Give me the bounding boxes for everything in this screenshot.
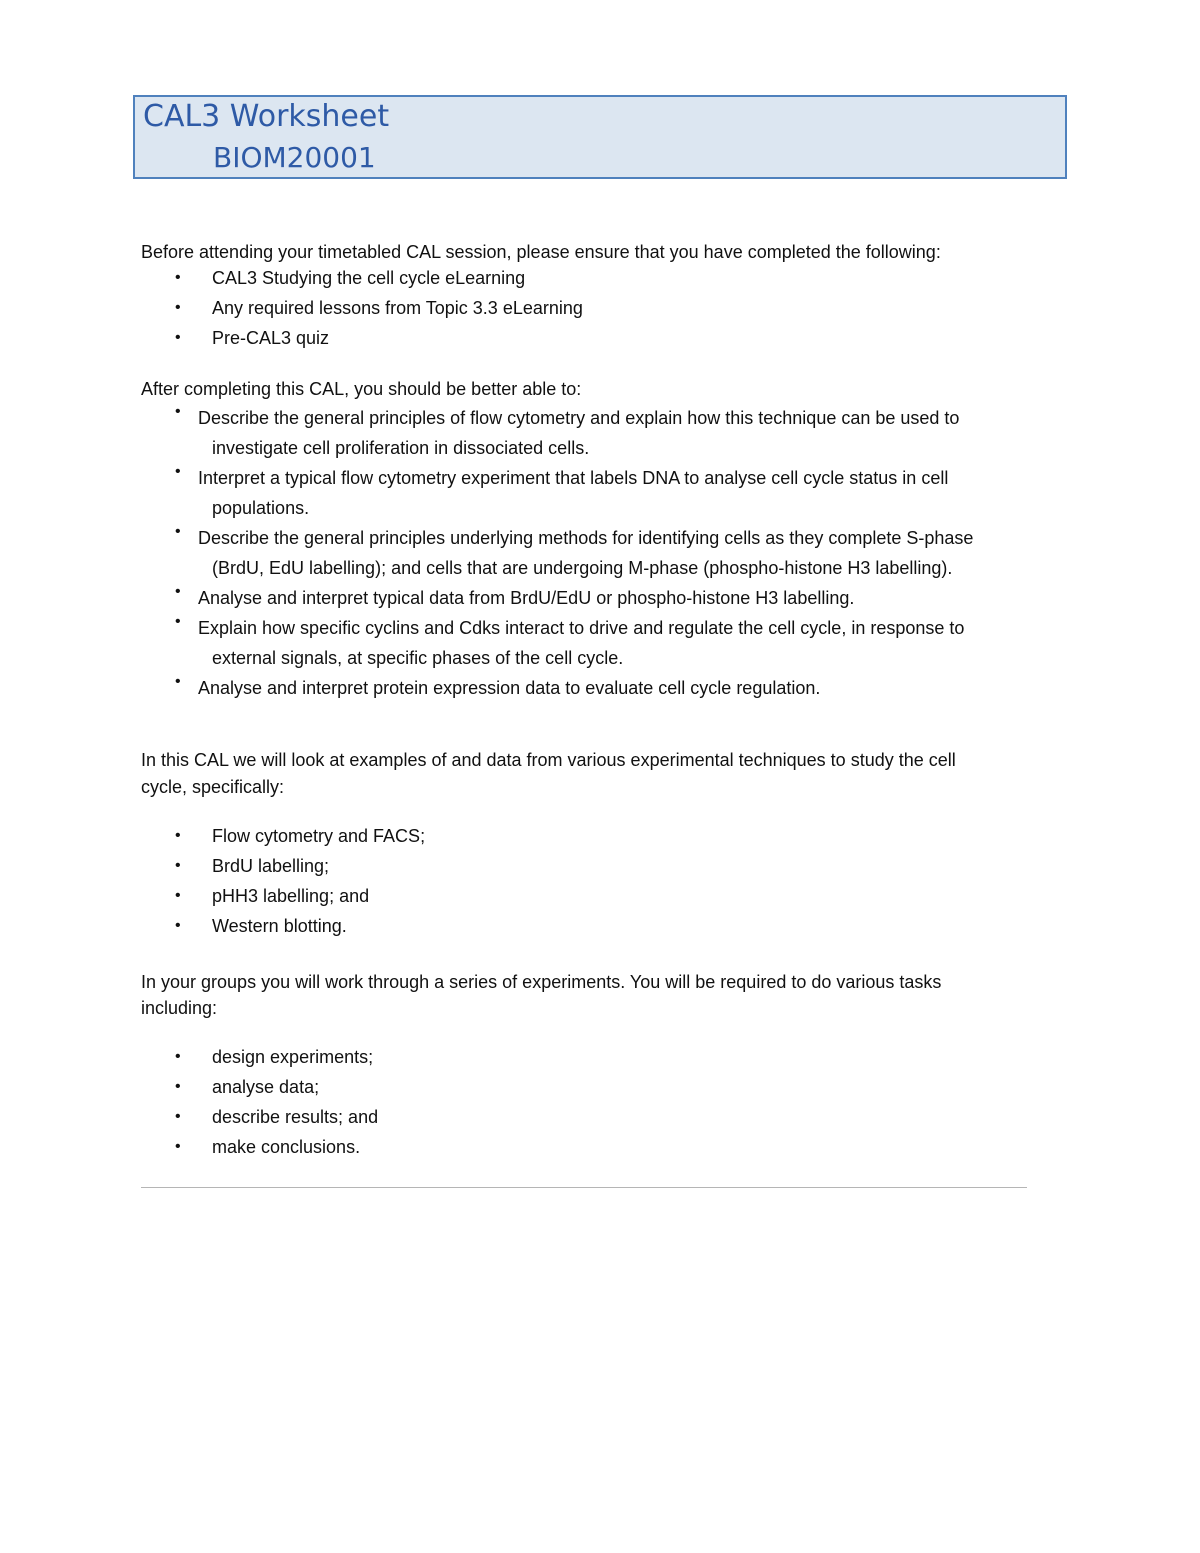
bullet-icon: • xyxy=(175,1138,181,1155)
outcomes-list xyxy=(141,403,1058,703)
bullet-icon: • xyxy=(175,403,181,420)
bullet-icon: • xyxy=(175,463,181,480)
bullet-icon: • xyxy=(175,887,181,904)
bullet-icon: • xyxy=(175,1108,181,1125)
bullet-icon: • xyxy=(175,917,181,934)
bullet-icon: • xyxy=(175,1048,181,1065)
bullet-icon: • xyxy=(175,583,181,600)
bullet-icon: • xyxy=(175,1078,181,1095)
bullet-icon: • xyxy=(175,827,181,844)
techniques-intro-line2: cycle, specifically: xyxy=(141,777,285,797)
bullet-icon: • xyxy=(175,613,181,630)
bullet-icon: • xyxy=(175,299,181,316)
list-item: • Analyse and interpret typical data from BrdU/EdU or phospho-histone H3 labelling. xyxy=(175,583,855,608)
list-item: • Describe the general principles underlying methods for identifying cells as they complete S-phase (BrdU, EdU labelling); and cells that are undergoing M-phase (phospho-histone H3 labelling). xyxy=(175,523,974,578)
tasks-intro-line1: In your groups you will work through a series of experiments. You will be required to do various tasks xyxy=(141,972,942,992)
list-item: • Describe the general principles of flow cytometry and explain how this technique can be used to investigate cell proliferation in dissociated cells. xyxy=(175,403,960,458)
tasks-intro-line2: including: xyxy=(141,998,218,1018)
outcomes-intro: After completing this CAL, you should be better able to: xyxy=(141,379,582,399)
list-item: • Analyse and interpret protein expression data to evaluate cell cycle regulation. xyxy=(175,673,821,698)
course-code: BIOM20001 xyxy=(213,141,376,174)
prerequisites-intro: Before attending your timetabled CAL session, please ensure that you have completed the following: xyxy=(141,242,941,262)
bullet-icon: • xyxy=(175,673,181,690)
bullet-icon: • xyxy=(175,857,181,874)
bullet-icon: • xyxy=(175,329,181,346)
list-item: • Interpret a typical flow cytometry experiment that labels DNA to analyse cell cycle status in cell populations. xyxy=(175,463,949,518)
horizontal-rule xyxy=(141,1187,1027,1188)
bullet-icon: • xyxy=(175,269,181,286)
techniques-intro-line1: In this CAL we will look at examples of and data from various experimental techniques to study the cell xyxy=(141,750,956,770)
title-box xyxy=(133,95,1067,179)
worksheet-title: CAL3 Worksheet xyxy=(143,99,390,134)
bullet-icon: • xyxy=(175,523,181,540)
list-item: • Explain how specific cyclins and Cdks interact to drive and regulate the cell cycle, in response to external signals, at specific phases of the cell cycle. xyxy=(175,613,965,668)
